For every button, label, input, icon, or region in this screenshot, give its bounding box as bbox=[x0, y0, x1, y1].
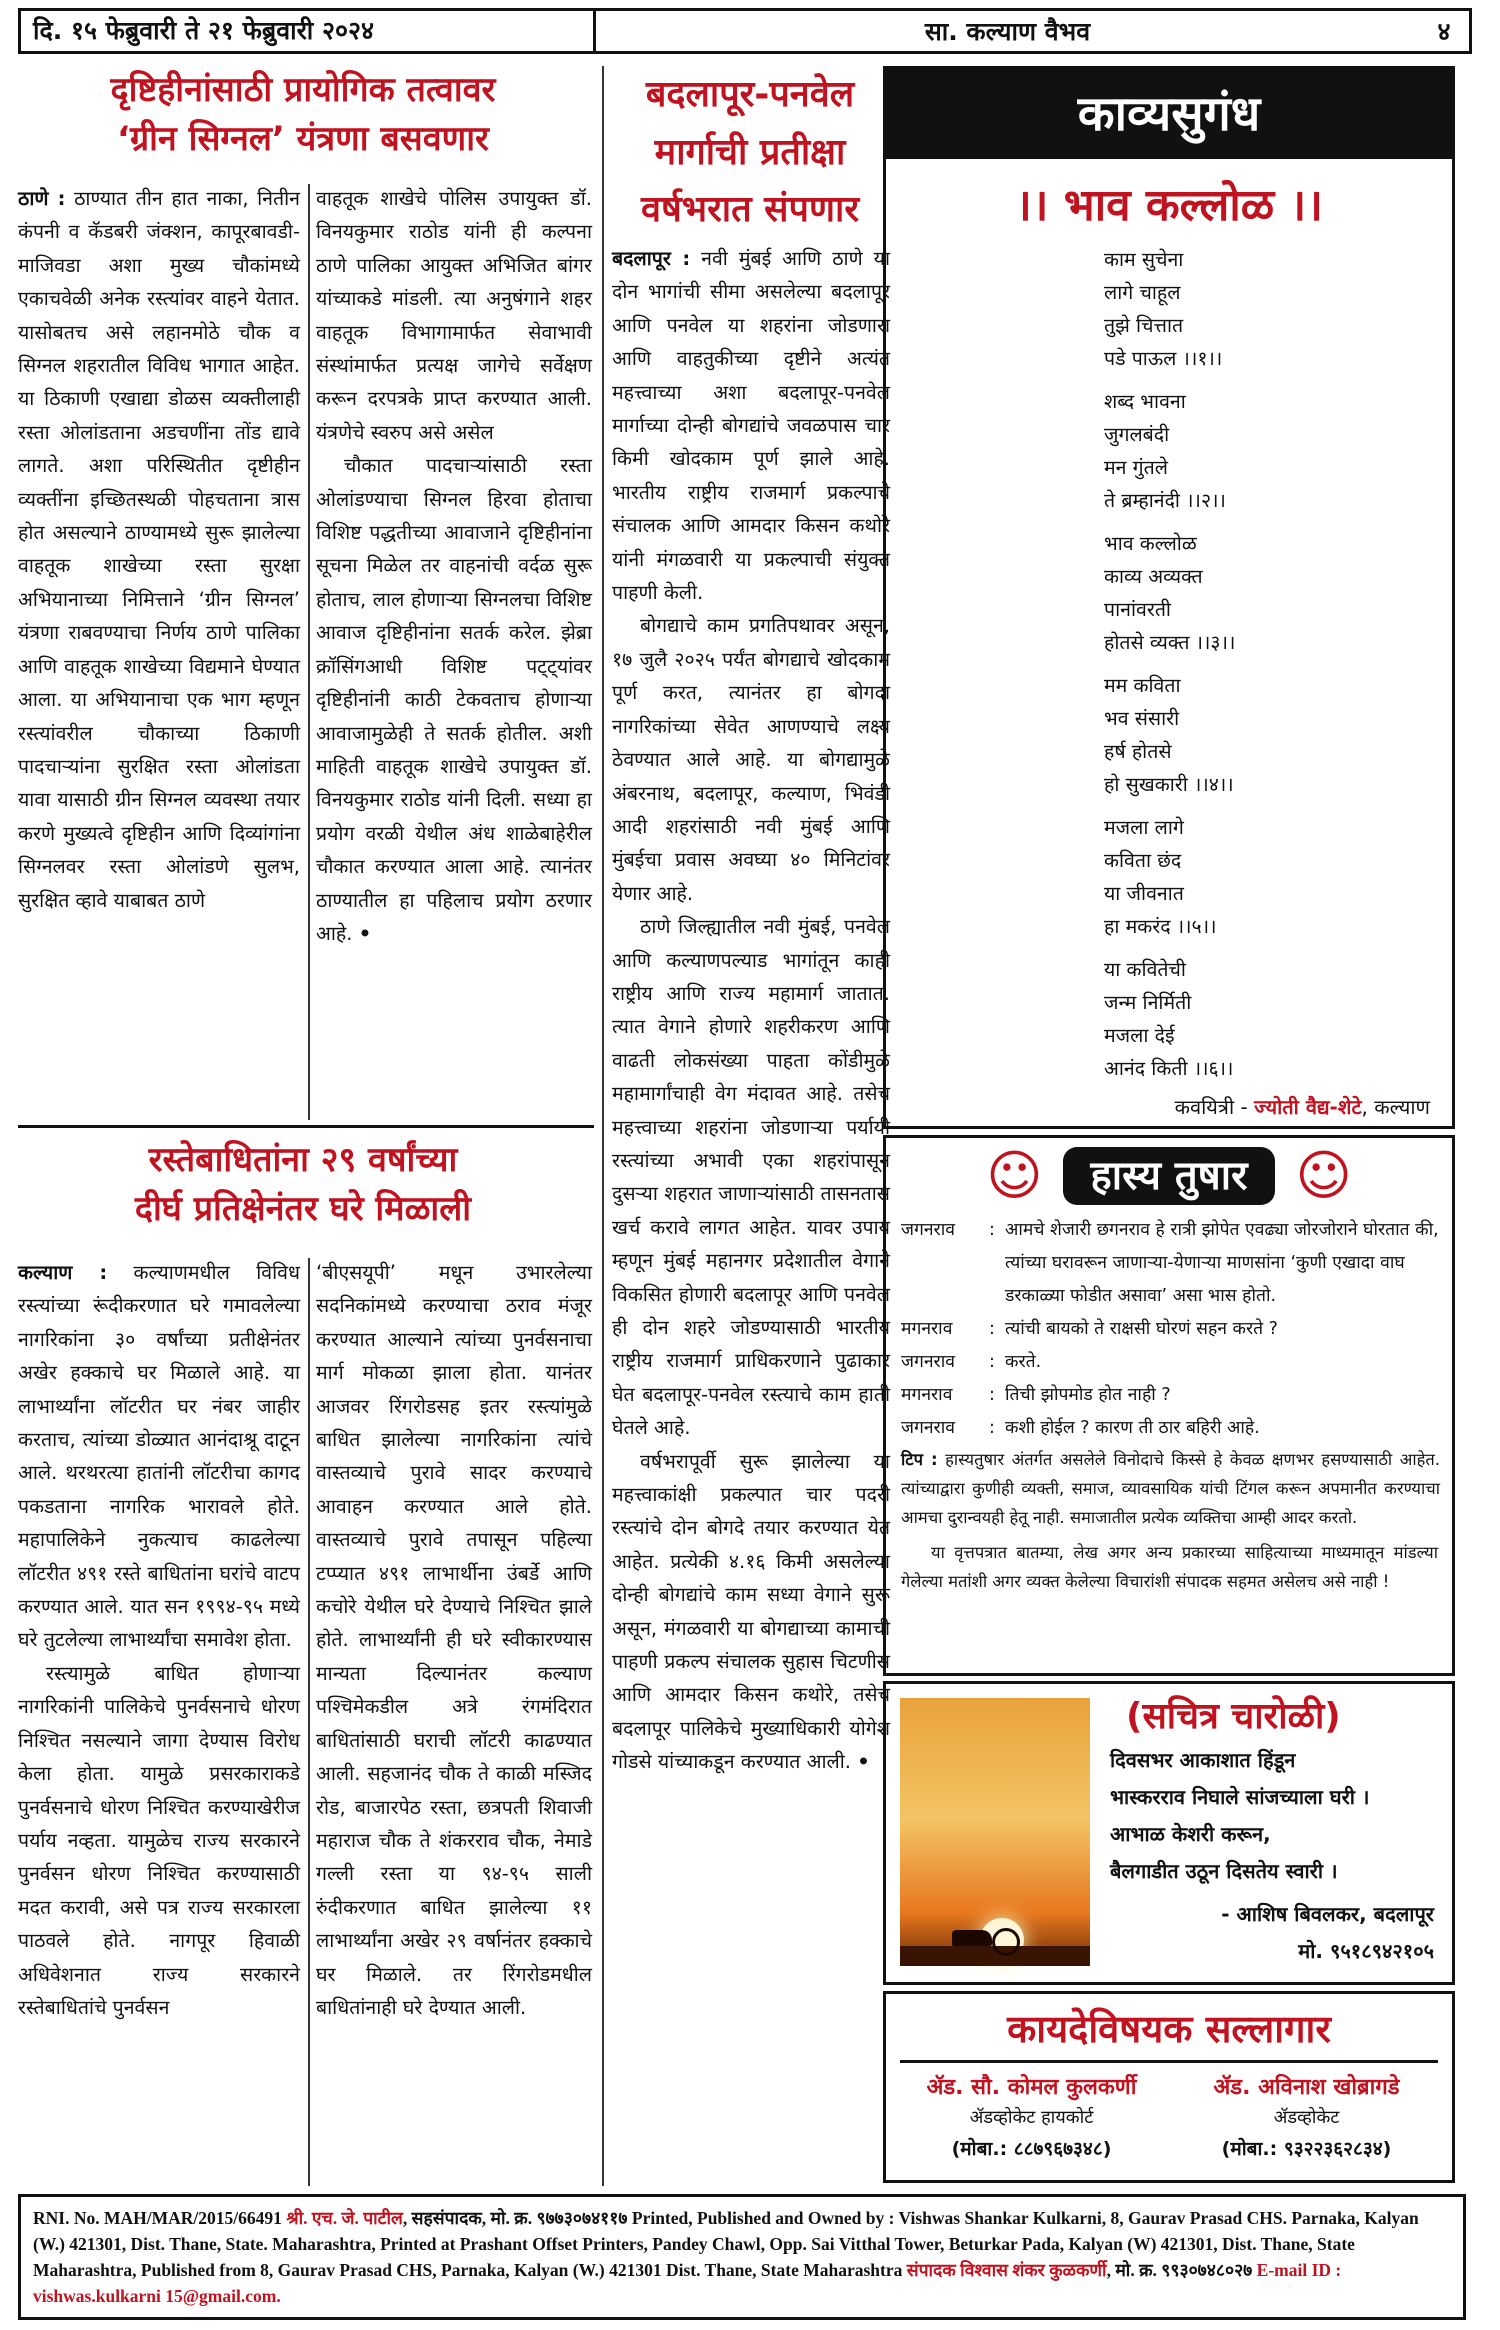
article2-headline-line2: दीर्घ प्रतिक्षेनंतर घरे मिळाली bbox=[134, 1189, 472, 1230]
dialogue-line bbox=[886, 1379, 1452, 1412]
note-label: टिप : bbox=[901, 1450, 938, 1469]
article3-text-p1: नवी मुंबई आणि ठाणे या दोन भागांची सीमा असलेल्या बदलापूर आणि पनवेल या शहरांना जोडणारा आणि वाहतुकीच्या दृष्टीने अत्यंत महत्त्वाच्या अशा बदलापूर-पनवेल मार्गाच्या दोन्ही बोगद्यांचे जवळपास चार किमी खोदकाम पूर्ण झाले आहे. भारतीय राष्ट्रीय राजमार्ग प्रकल्पाचे संचालक आणि आमदार किसन कथोरे यांनी मंगळवारी या प्रकल्पाची संयुक्त पाहणी केली. bbox=[612, 247, 890, 605]
poem-title: ।। भाव कल्लोळ ।। bbox=[1015, 180, 1323, 231]
article3-text-p4: वर्षभरापूर्वी सुरू झालेल्या या महत्त्वाकांक्षी प्रकल्पात चार पदरी रस्त्यांचे दोन बोगदे तयार करण्यात येत आहेत. प्रत्येकी ४.१६ किमी असलेल्या दोन्ही बोगद्यांचे काम सध्या वेगाने सुरू असून, मंगळवारी या बोगद्याच्या कामाची पाहणी प्रकल्प संचालक सुहास चिटणीस आणि आमदार किसन कथोरे, तसेच बदलापूर पालिकेचे मुख्याधिकारी योगेश गोडसे यांच्याकडून करण्यात आली. bbox=[612, 1449, 890, 1774]
article1-column1 bbox=[18, 182, 300, 1122]
verse-title: (सचित्र चारोळी) bbox=[1126, 1696, 1341, 1737]
article1-headline-line2: ‘ग्रीन सिग्नल’ यंत्रणा बसवणार bbox=[117, 119, 489, 160]
article1-text-col2-p2: चौकात पादचाऱ्यांसाठी रस्ता ओलांडण्याचा सिग्नल हिरवा होताचा विशिष्ट पद्धतीच्या आवाजाने दृष्टिहीनांना सूचना मिळेल तर वाहनांची वर्दळ सुरू होताच, लाल होणाऱ्या सिग्नलचा विशिष्ट आवाज दृष्टिहीनांना सतर्क करेल. झेब्रा क्रॉसिंगआधी विशिष्ट पट्ट्यांवर दृष्टिहीनांनी काठी टेकवताच होणाऱ्या आवाजामुळेही ते सतर्क होतील. अशी माहिती वाहतूक शाखेचे उपायुक्त डॉ. विनयकुमार राठोड यांनी दिली. सध्या हा प्रयोग वरळी येथील अंध शाळेबाहेरील चौकात करण्यात आला आहे. त्यानंतर ठाण्यातील हा पहिलाच प्रयोग ठरणार आहे. bbox=[316, 454, 592, 945]
poem-line: हा मकरंद ।।५।। bbox=[1104, 915, 1217, 938]
page-header bbox=[18, 8, 1472, 54]
poem-line: ते ब्रम्हानंदी ।।२।। bbox=[1104, 489, 1226, 512]
smiley-icon: ☺ bbox=[1295, 1144, 1352, 1207]
article1-column2 bbox=[316, 182, 592, 1122]
humor-note bbox=[886, 1445, 1452, 1532]
co-editor-contact: , सहसंपादक, मो. क्र. ९७७३०७४११७ bbox=[402, 2208, 628, 2228]
poem-line: लागे चाहूल bbox=[1104, 281, 1181, 304]
poetry-section-title: काव्यसुगंध bbox=[886, 69, 1452, 159]
poet-prefix: कवयित्री - bbox=[1174, 1095, 1248, 1119]
advocate-mobile: (मोबा.: ९३२२३६२८३४) bbox=[1221, 2138, 1392, 2160]
poem-line: आनंद किती ।।६।। bbox=[1104, 1057, 1234, 1080]
dialogue-text: करते. bbox=[1005, 1352, 1042, 1372]
poem-stanza bbox=[1104, 669, 1452, 801]
poem-credit bbox=[886, 1093, 1452, 1120]
advocate-name: ॲड. सौ. कोमल कुलकर्णी bbox=[926, 2075, 1137, 2100]
speaker-name: मगनराव bbox=[901, 1385, 953, 1405]
poem-line: पानांवरती bbox=[1104, 598, 1171, 621]
poet-place: , कल्याण bbox=[1361, 1095, 1430, 1119]
humor-box bbox=[883, 1135, 1455, 1676]
newspaper-page bbox=[18, 8, 1482, 2322]
poem-stanza bbox=[1104, 953, 1452, 1085]
speaker-name: जगनराव bbox=[901, 1418, 955, 1438]
dialogue-text: आमचे शेजारी छगनराव हे रात्री झोपेत एवढ्या जोरजोराने घोरतात की, त्यांच्या घरावरून जाणाऱ्या-येणाऱ्या माणसांना ‘कुणी एखादा वाघ डरकाळ्या फोडीत असावा’ असा भास होतो. bbox=[1005, 1220, 1439, 1306]
poem-line: काव्य अव्यक्त bbox=[1104, 565, 1203, 588]
speaker-name: मगनराव bbox=[901, 1319, 953, 1339]
colon-separator: : bbox=[989, 1220, 995, 1240]
article2-text-col1-p2: रस्त्यामुळे बाधित होणाऱ्या नागरिकांनी पालिकेचे पुनर्वसनाचे धोरण निश्चित नसल्याने जागा देण्यास विरोध केला होता. यामुळे प्रसरकाराकडे पुनर्वसनाचे धोरण निश्चित करण्याखेरीज पर्याय नव्हता. यामुळेच राज्य सरकारने पुनर्वसन धोरण निश्चित करण्यासाठी मदत करावी, असे पत्र राज्य सरकारला पाठवले होते. नागपूर हिवाळी अधिवेशनात राज्य सरकारने रस्तेबाधितांचे पुनर्वसन bbox=[18, 1661, 300, 2019]
editor-contact: , मो. क्र. ९९३०७४८०२७ bbox=[1106, 2260, 1253, 2280]
humor-section-title: हास्य तुषार bbox=[1063, 1147, 1276, 1205]
editor-email: E-mail ID : vishwas.kulkarni 15@gmail.com. bbox=[33, 2260, 1342, 2306]
humor-header bbox=[886, 1138, 1452, 1214]
article1-end-bullet: • bbox=[358, 921, 372, 945]
article2-headline bbox=[18, 1136, 588, 1235]
article1-headline bbox=[18, 66, 588, 165]
co-editor-name: श्री. एच. जे. पाटील bbox=[286, 2208, 403, 2228]
imprint-text: Printed, Published and Owned by : Vishwas Shankar Kulkarni, 8, Gaurav Prasad CHS. Parnaka, Kalyan (W.) 421301, Dist. Thane, State. Maharashtra, Printed at Prashant Offset Printers, Pandey Chawl, Opp. Sai Vitthal Tower, Beturkar Pada, Kalyan (W) 421301, Dist. Thane, State Maharashtra, Published from 8, Gaurav Prasad CHS, Parnaka, Kalyan (W.) 421301 Dist. Thane, State Maharashtra bbox=[33, 2208, 1419, 2280]
column-divider bbox=[308, 1258, 310, 2186]
dialogue-line bbox=[886, 1412, 1452, 1445]
speaker-name: जगनराव bbox=[901, 1352, 955, 1372]
verse-line: आभाळ केशरी करून, bbox=[1110, 1822, 1271, 1846]
poem-line: तुझे चित्तात bbox=[1104, 314, 1184, 337]
verse-line: दिवसभर आकाशात हिंडून bbox=[1110, 1748, 1296, 1772]
poem-line: पडे पाऊल ।।१।। bbox=[1104, 347, 1223, 370]
speaker-name: जगनराव bbox=[901, 1220, 955, 1240]
article3-column bbox=[612, 242, 890, 2186]
verse-lines bbox=[1110, 1742, 1369, 1890]
poem-line: हो सुखकारी ।।४।। bbox=[1104, 773, 1234, 796]
poem-line: मजला देई bbox=[1104, 1024, 1175, 1047]
article3-headline-line2: मार्गाची प्रतीक्षा bbox=[654, 131, 846, 173]
article3-headline bbox=[610, 66, 890, 239]
sunset-bullock-cart-image bbox=[900, 1698, 1090, 1966]
article2-column1 bbox=[18, 1256, 300, 2186]
rni-number: RNI. No. MAH/MAR/2015/66491 bbox=[33, 2208, 282, 2228]
section-divider bbox=[18, 1125, 594, 1128]
colon-separator: : bbox=[989, 1319, 995, 1339]
poem-line: कविता छंद bbox=[1104, 849, 1182, 872]
issue-date: दि. १५ फेब्रुवारी ते २१ फेब्रुवारी २०२४ bbox=[21, 11, 596, 51]
verse-author: - आशिष बिवलकर, बदलापूर bbox=[1221, 1902, 1434, 1926]
poem-stanzas bbox=[886, 243, 1452, 1085]
article2-column2 bbox=[316, 1256, 592, 2186]
column-divider bbox=[308, 184, 310, 1120]
advocate-card bbox=[1169, 2071, 1444, 2161]
poem-stanza bbox=[1104, 385, 1452, 517]
poem-stanza bbox=[1104, 527, 1452, 659]
article1-headline-line1: दृष्टिहीनांसाठी प्रायोगिक तत्वावर bbox=[110, 70, 496, 110]
advocate-role: ॲडव्होकेट हायकोर्ट bbox=[969, 2107, 1094, 2128]
verse-mobile: मो. ९५१८९४२१०५ bbox=[1298, 1939, 1434, 1963]
dialogue-text: कशी होईल ? कारण ती ठार बहिरी आहे. bbox=[1005, 1418, 1260, 1438]
advocate-list bbox=[886, 2063, 1452, 2161]
smiley-icon: ☺ bbox=[986, 1144, 1043, 1207]
dialogue-line bbox=[886, 1313, 1452, 1346]
article3-end-bullet: • bbox=[857, 1750, 870, 1774]
picture-verse-box bbox=[883, 1681, 1455, 1985]
bullock-silhouette bbox=[952, 1930, 992, 1946]
article3-headline-line3: वर्षभरात संपणार bbox=[640, 189, 860, 231]
poet-name: ज्योती वैद्य-शेटे bbox=[1254, 1095, 1362, 1119]
paper-name: सा. कल्याण वैभव bbox=[924, 17, 1091, 46]
poem-line: मजला लागे bbox=[1104, 816, 1184, 839]
editor-name: संपादक विश्वास शंकर कुळकर्णी bbox=[906, 2260, 1107, 2280]
verse-line: बैलगाडीत उठून दिसतेय स्वारी । bbox=[1110, 1859, 1338, 1883]
poem-line: भाव कल्लोळ bbox=[1104, 532, 1197, 555]
poem-line: मम कविता bbox=[1104, 674, 1181, 697]
editorial-disclaimer: या वृत्तपत्रात बातम्या, लेख अगर अन्य प्रकारच्या साहित्याच्या माध्यमातून मांडल्या गेलेल्या मतांशी अगर व्यक्त केलेल्या विचारांशी संपादक सहमत असेलच असे नाही ! bbox=[901, 1543, 1438, 1591]
advocate-role: ॲडव्होकेट bbox=[1273, 2107, 1340, 2128]
legal-advisor-box bbox=[883, 1991, 1455, 2183]
article1-dateline: ठाणे : bbox=[18, 187, 66, 210]
column-divider bbox=[602, 66, 604, 2186]
poem-line: जन्म निर्मिती bbox=[1104, 991, 1192, 1014]
article2-headline-line1: रस्तेबाधितांना २९ वर्षांच्या bbox=[148, 1140, 458, 1180]
poem-stanza bbox=[1104, 243, 1452, 375]
article3-dateline: बदलापूर : bbox=[612, 247, 691, 270]
poetry-box bbox=[883, 66, 1455, 1129]
dialogue-line bbox=[886, 1346, 1452, 1379]
verse-line: भास्करराव निघाले सांजच्याला घरी । bbox=[1110, 1785, 1370, 1809]
dialogue-text: त्यांची बायको ते राक्षसी घोरणं सहन करते ? bbox=[1005, 1319, 1278, 1339]
colon-separator: : bbox=[989, 1418, 995, 1438]
dialogue-line bbox=[886, 1214, 1452, 1313]
poem-line: या जीवनात bbox=[1104, 882, 1184, 905]
poem-stanza bbox=[1104, 811, 1452, 943]
article2-text-col2: ‘बीएसयूपी’ मधून उभारलेल्या सदनिकांमध्ये करण्याचा ठराव मंजूर करण्यात आल्याने त्यांच्या पुनर्वसनाचा मार्ग मोकळा झाला होता. यानंतर आजवर रिंगरोडसह इतर रस्त्यांमुळे बाधित झालेल्या नागरिकांना त्यांचे वास्तव्याचे पुरावे सादर करण्याचे आवाहन करण्यात आले होते. वास्तव्याचे पुरावे तपासून पहिल्या टप्प्यात ४९१ लाभार्थीना उंबर्डे आणि कचोरे येथील घरे देण्याचे निश्चित झाले होते. लाभार्थ्यांनी ही घरे स्वीकारण्यास मान्यता दिल्यानंतर कल्याण पश्चिमेकडील अत्रे रंगमंदिरात बाधितांसाठी घराची लॉटरी काढण्यात आली. सहजानंद चौक ते काळी मस्जिद रोड, बाजारपेठ रस्ता, छत्रपती शिवाजी महाराज चौक ते शंकरराव चौक, नेमाडे गल्ली रस्ता या ९४-९५ साली रुंदीकरणात बाधित झालेल्या ११ लाभार्थ्यांना अखेर २९ वर्षानंतर हक्काचे घर मिळाले. तर रिंगरोडमधील बाधितांनाही घरे देण्यात आली. bbox=[316, 1261, 592, 2019]
article3-text-p3: ठाणे जिल्ह्यातील नवी मुंबई, पनवेल आणि कल्याणपल्याड भागांतून काही राष्ट्रीय आणि राज्य महामार्ग जातात. त्यात वेगाने होणारे शहरीकरण आणि वाढती लोकसंख्या पाहता कोंडीमुळे महामार्गांचाही वेग मंदावत आहे. तसेच महत्त्वाच्या शहरांना जोडणाऱ्या पर्यायी रस्त्यांच्या अभावी एका शहरांपासून दुसऱ्या शहरात जाणाऱ्यांसाठी तासनतास खर्च करावे लागत आहेत. यावर उपाय म्हणून मुंबई महानगर प्रदेशातील वेगाने विकसित होणारी बदलापूर आणि पनवेल ही दोन शहरे जोडण्यासाठी भारतीय राष्ट्रीय राजमार्ग प्राधिकरणाने पुढाकार घेत बदलापूर-पनवेल रस्त्याचे काम हाती घेतले आहे. bbox=[612, 915, 890, 1440]
advocate-card bbox=[894, 2071, 1169, 2161]
imprint-footer bbox=[18, 2194, 1466, 2320]
poem-line: मन गुंतले bbox=[1104, 456, 1168, 479]
legal-section-title: कायदेविषयक सल्लागार bbox=[1007, 2007, 1331, 2051]
article1-text-col1: ठाण्यात तीन हात नाका, नितीन कंपनी व कॅडबरी जंक्शन, कापूरबावडी-माजिवडा अशा मुख्य चौकांमध्ये एकाचवेळी अनेक रस्त्यांवर वाहने येतात. यासोबतच असे लहानमोठे चौक व सिग्नल शहरातील विविध भागात आहेत. या ठिकाणी एखाद्या डोळस व्यक्तीलाही रस्ता ओलांडताना अडचणींना तोंड द्यावे लागते. अशा परिस्थितीत दृष्टीहीन व्यक्तींना इच्छितस्थळी पोहचताना त्रास होत असल्याने ठाण्यामध्ये सुरू झालेल्या वाहतूक शाखेच्या रस्ता सुरक्षा अभियानाच्या निमित्ताने ‘ग्रीन सिग्नल’ यंत्रणा राबवण्याचा निर्णय ठाणे पालिका आणि वाहतूक शाखेच्या विद्यमाने घेण्यात आला. या अभियानाचा एक भाग म्हणून रस्त्यांवरील चौकाच्या ठिकाणी पादचाऱ्यांना सुरक्षित रस्ता ओलांडता यावा यासाठी ग्रीन सिग्नल व्यवस्था तयार करणे मुख्यत्वे दृष्टिहीन आणि दिव्यांगांना सिग्नलवर रस्ता ओलांडणे सुलभ, सुरक्षित व्हावे याबाबत ठाणे bbox=[18, 187, 300, 912]
poem-line: हर्ष होतसे bbox=[1104, 740, 1172, 763]
article2-text-col1-p1: कल्याणमधील विविध रस्त्यांच्या रूंदीकरणात घरे गमावलेल्या नागरिकांना ३० वर्षांच्या प्रतीक्षेनंतर अखेर हक्काचे घर मिळाले आहे. या लाभार्थ्यांना लॉटरीत घर नंबर जाहीर करताच, त्यांच्या डोळ्यात आनंदाश्रू दाटून आले. थरथरत्या हातांनी लॉटरीचा कागद पकडताना नागरिक भारावले होते. महापालिकेने नुकत्याच काढलेल्या लॉटरीत ४९१ रस्ते बाधितांना घरांचे वाटप करण्यात आले. यात सन १९९४-९५ मध्ये घरे तुटलेल्या लाभार्थ्यांचा समावेश होता. bbox=[18, 1261, 300, 1652]
advocate-mobile: (मोबा.: ८८७९६७३४८) bbox=[951, 2138, 1112, 2160]
verse-credit bbox=[1110, 1896, 1434, 1970]
poem-line: भव संसारी bbox=[1104, 707, 1180, 730]
advocate-name: ॲड. अविनाश खोब्रागडे bbox=[1213, 2075, 1400, 2100]
page-number: ४ bbox=[1437, 17, 1451, 46]
colon-separator: : bbox=[989, 1352, 995, 1372]
article3-headline-line1: बदलापूर-पनवेल bbox=[645, 74, 855, 115]
dialogue-text: तिची झोपमोड होत नाही ? bbox=[1005, 1385, 1171, 1405]
colon-separator: : bbox=[989, 1385, 995, 1405]
poem-line: होतसे व्यक्त ।।३।। bbox=[1104, 631, 1236, 654]
poem-line: या कवितेची bbox=[1104, 958, 1186, 981]
note-text: हास्यतुषार अंतर्गत असलेले विनोदाचे किस्से हे केवळ क्षणभर हसण्यासाठी आहेत. त्यांच्याद्वारा कुणीही व्यक्ती, समाज, व्यावसायिक यांची टिंगल करून अपमानीत करण्याचा आमचा दुरान्वयही हेतू नाही. समाजातील प्रत्येक व्यक्तिचा आम्ही आदर करतो. bbox=[901, 1450, 1440, 1527]
humor-dialogue bbox=[886, 1214, 1452, 1445]
poem-line: जुगलबंदी bbox=[1104, 423, 1170, 446]
article2-dateline: कल्याण : bbox=[18, 1261, 108, 1284]
article1-text-col2-p1: वाहतूक शाखेचे पोलिस उपायुक्त डॉ. विनयकुमार राठोड यांनी ही कल्पना ठाणे पालिका आयुक्त अभिजित बांगर यांच्याकडे मांडली. त्या अनुषंगाने शहर वाहतूक विभागामार्फत सेवाभावी संस्थांमार्फत प्रत्यक्ष जागेचे सर्वेक्षण करून दरपत्रके प्राप्त करण्यात आली. यंत्रणेचे स्वरुप असे असेल bbox=[316, 187, 592, 444]
cart-wheel-silhouette bbox=[992, 1928, 1020, 1956]
poem-line: काम सुचेना bbox=[1104, 248, 1184, 271]
article3-text-p2: बोगद्याचे काम प्रगतिपथावर असून, १७ जुलै २०२५ पर्यंत बोगद्याचे खोदकाम पूर्ण करत, त्यानंतर हा बोगदा नागरिकांच्या सेवेत आणण्याचे लक्ष्य ठेवण्यात आले आहे. या बोगद्यामुळे अंबरनाथ, बदलापूर, कल्याण, भिवंडी आदी शहरांसाठी नवी मुंबई आणि मुंबईचा प्रवास अवघ्या ४० मिनिटांवर येणार आहे. bbox=[612, 614, 890, 905]
poem-line: शब्द भावना bbox=[1104, 390, 1186, 413]
